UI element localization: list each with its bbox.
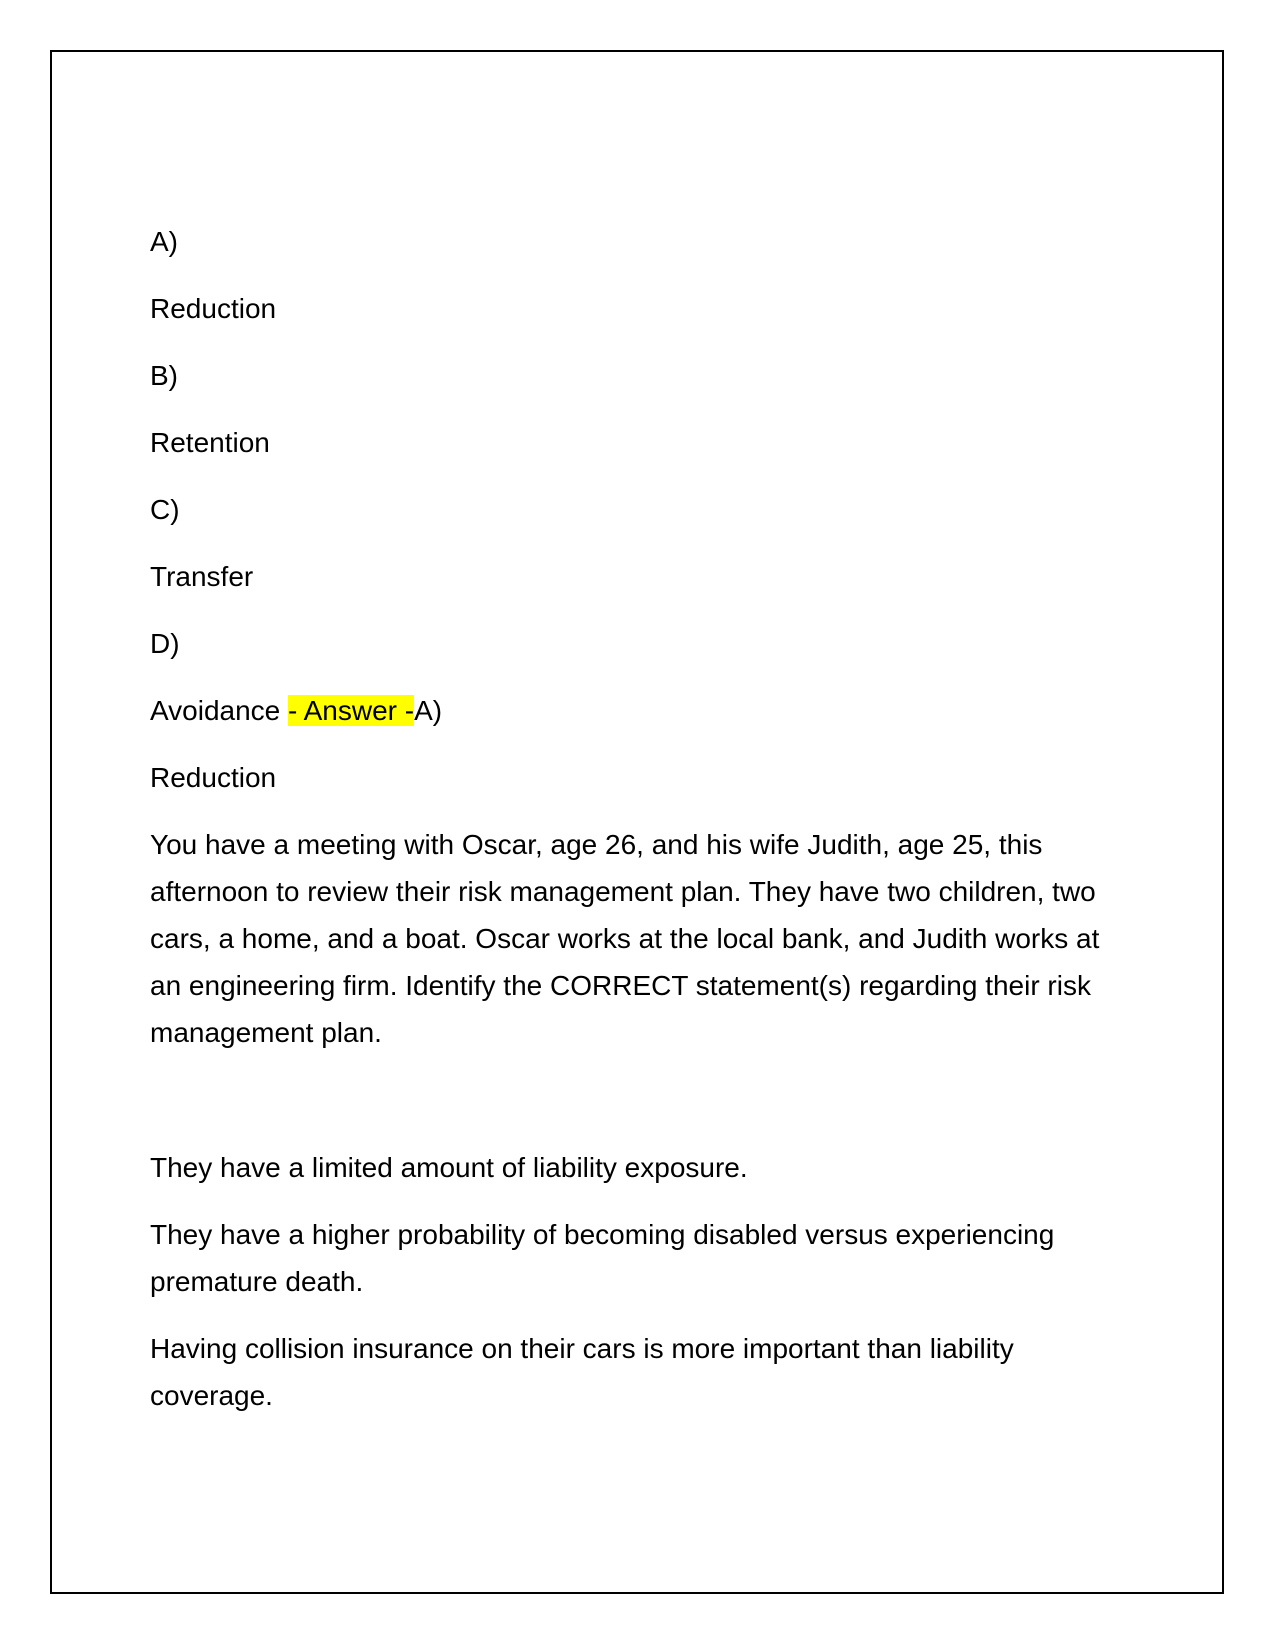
option-c-text: Transfer: [150, 561, 254, 592]
option-d-text: Avoidance: [150, 695, 281, 726]
answer-text: Reduction: [150, 762, 277, 793]
option-a-letter: A): [150, 226, 178, 257]
statement-1: They have a limited amount of liability exposure.: [150, 1152, 748, 1183]
answer-marker: - Answer -: [288, 695, 415, 726]
statement-3: Having collision insurance on their cars is more important than liability coverage.: [150, 1333, 1014, 1411]
option-c-letter: C): [150, 494, 180, 525]
statement-2: They have a higher probability of becoming disabled versus experiencing premature death.: [150, 1219, 1055, 1297]
option-b-text: Retention: [150, 427, 270, 458]
option-b-letter: B): [150, 360, 178, 391]
option-d-letter: D): [150, 628, 180, 659]
option-a-text: Reduction: [150, 293, 277, 324]
question-stem: You have a meeting with Oscar, age 26, and his wife Judith, age 25, this afternoon to review their risk management plan. They have two children, two cars, a home, and a boat. Oscar works at the local bank, and Judith works at an engineering firm. Identify the CORRECT statement(s) regarding their risk management plan.: [150, 829, 1100, 1048]
document-body: [150, 218, 1110, 1439]
answer-line: [150, 687, 1110, 734]
answer-letter: A): [414, 695, 443, 726]
